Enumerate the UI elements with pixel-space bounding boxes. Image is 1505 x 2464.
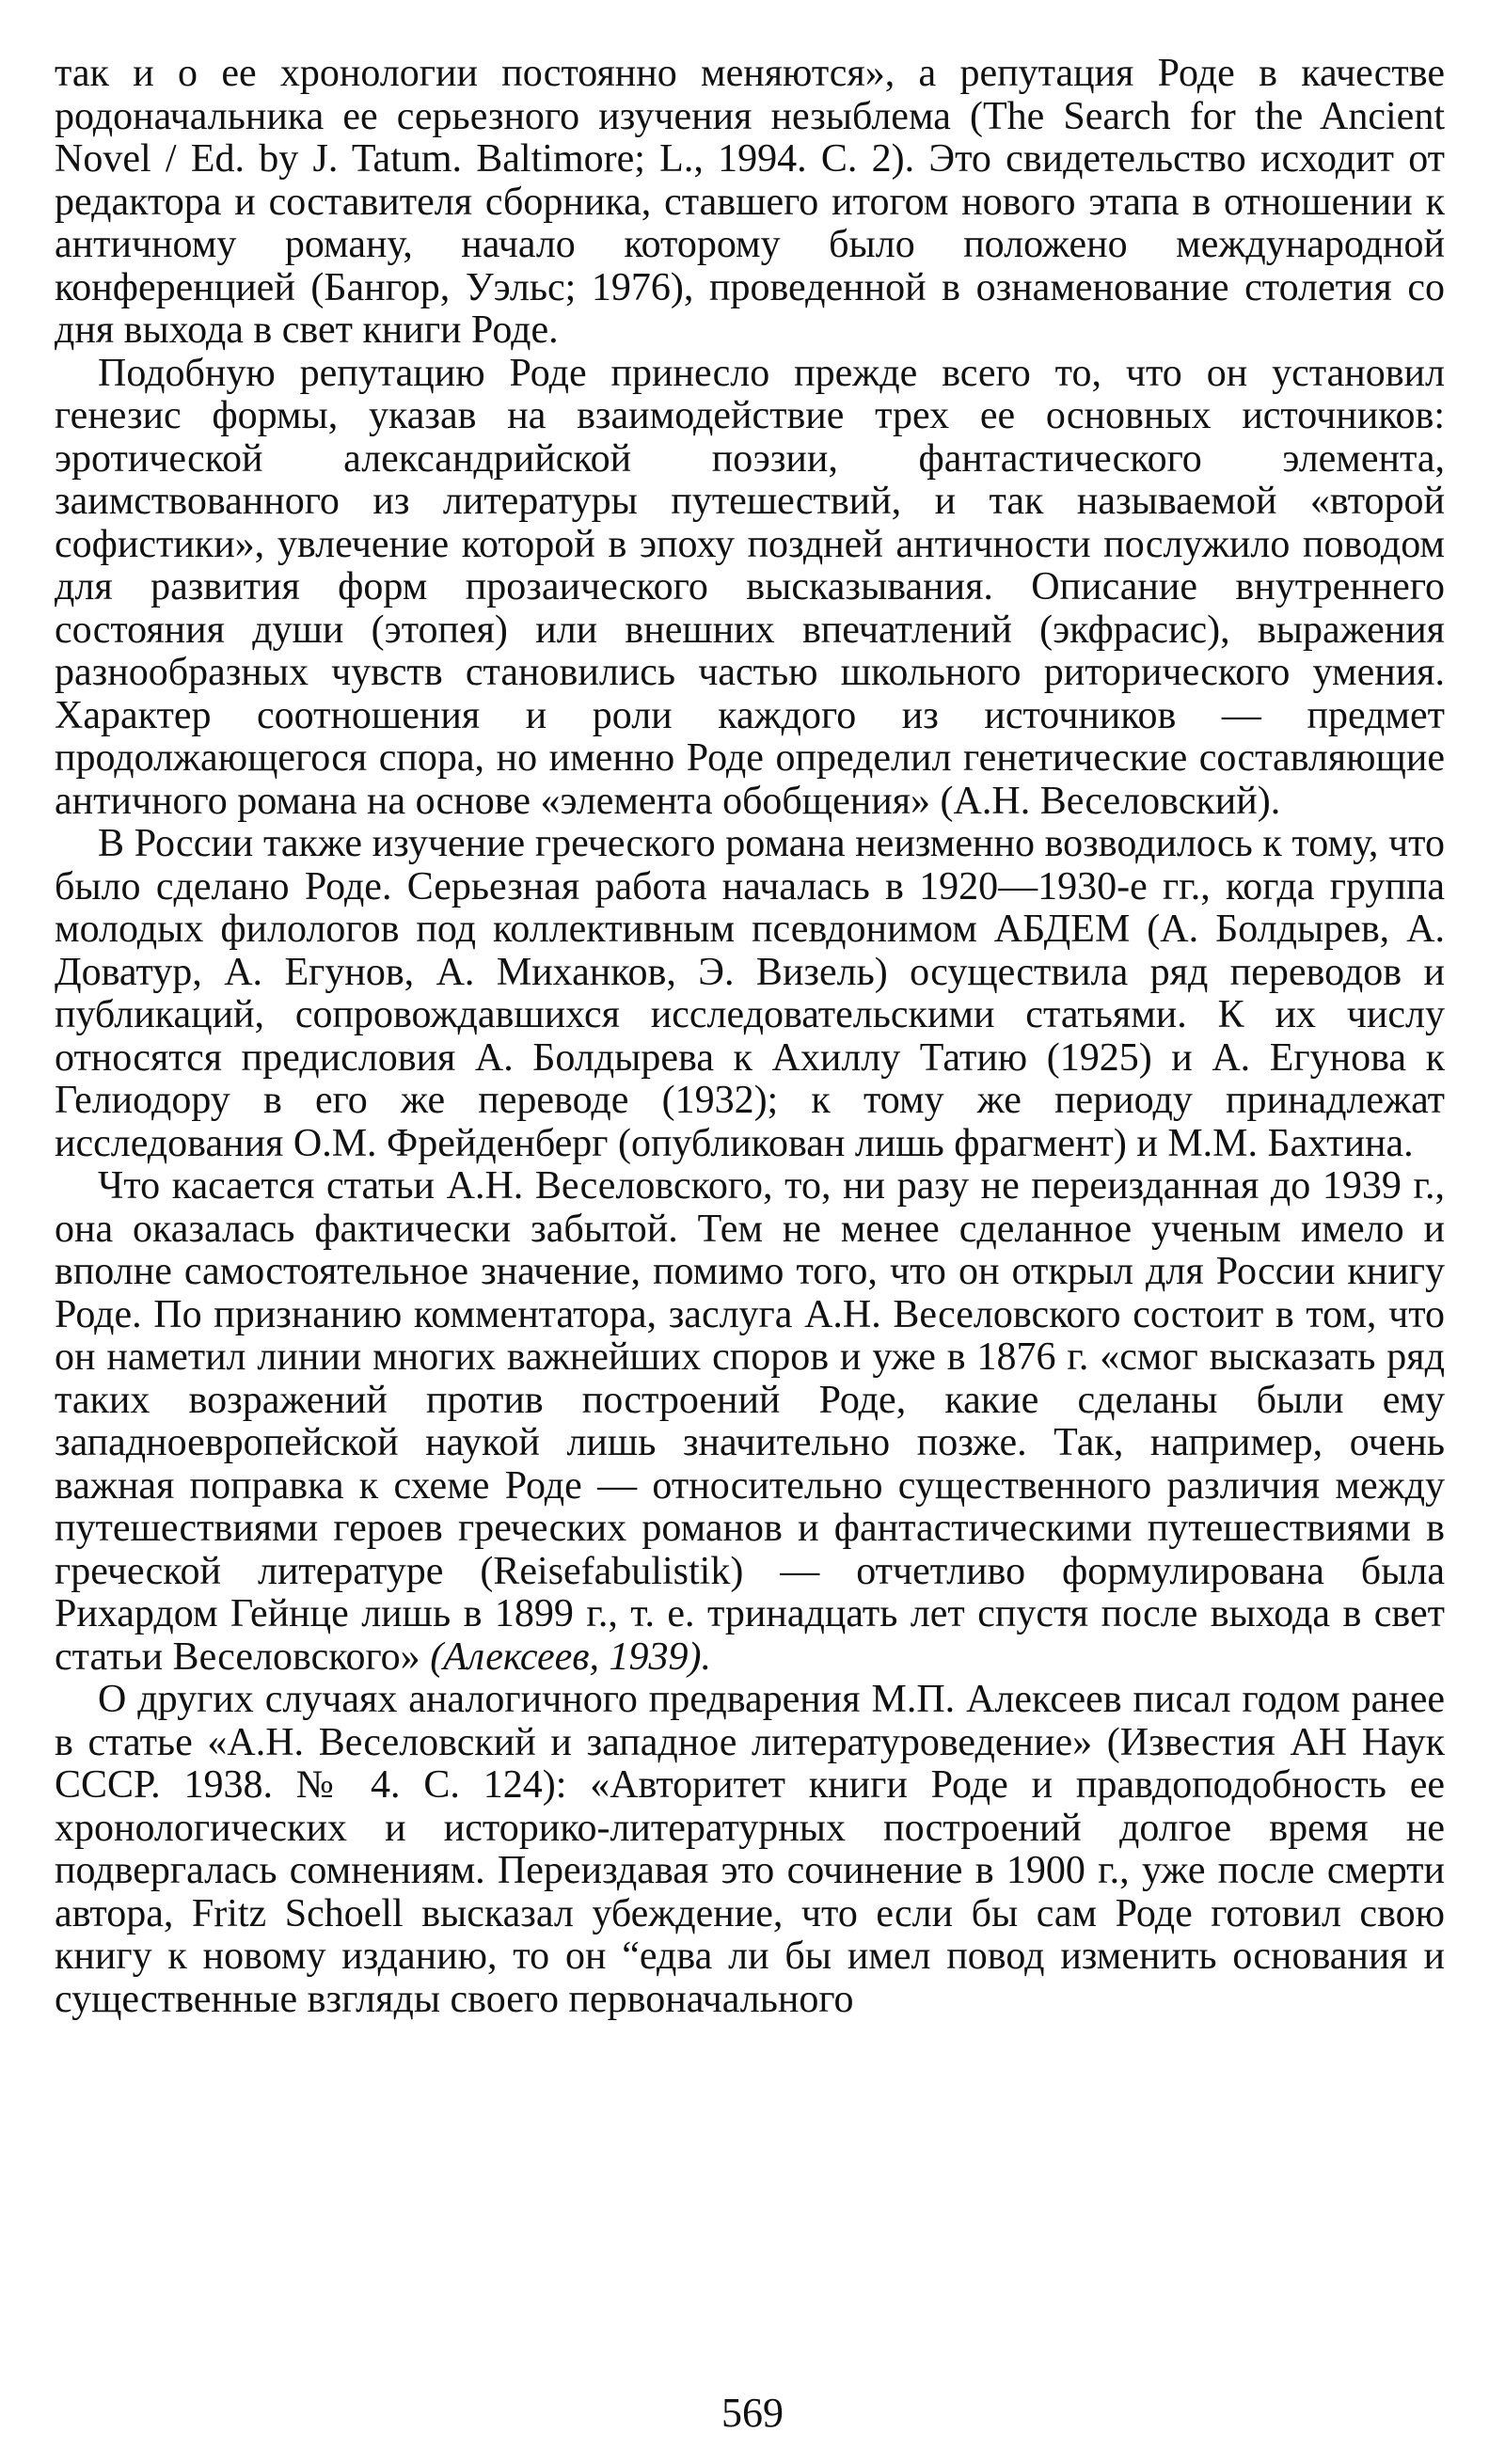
paragraph-3: В России также изучение греческого романа неизменно возводилось к тому, что было сделано Роде. Серьезная работа началась в 1920—1930-е гг., когда группа молодых филологов под коллективным псевдонимом АБДЕМ (А. Болдырев, А. Доватур, А. Егунов, А. Миханков, Э. Визель) осуществила ряд переводов и публикаций, сопровождавшихся исследовательскими статьями. К их числу относятся предисловия А. Болдырева к Ахиллу Татию (1925) и А. Егунова к Гелиодору в его же переводе (1932); к тому же периоду принадлежат исследования О.М. Фрейденберг (опубликован лишь фрагмент) и М.М. Бахтина. <box>55 822 1445 1165</box>
paragraph-4-text: Что касается статьи А.Н. Веселовского, то, ни разу не переизданная до 1939 г., она оказалась фактически забытой. Тем не менее сделанное ученым имело и вполне самостоятельное значение, помимо того, что он открыл для России книгу Роде. По признанию комментатора, заслуга А.Н. Веселовского состоит в том, что он наметил линии многих важнейших споров и уже в 1876 г. «смог высказать ряд таких возражений против построений Роде, какие сделаны были ему западноевропейской наукой лишь значительно позже. Так, например, очень важная поправка к схеме Роде — относительно существенного различия между путешествиями героев греческих романов и фантастическими путешествиями в греческой литературе (Reisefabulistik) — отчетливо формулирована была Рихардом Гейнце лишь в 1899 г., т. е. тринадцать лет спустя после выхода в свет статьи Веселовского» <box>55 1164 1445 1679</box>
citation-alekseev: (Алексеев, 1939). <box>430 1635 711 1679</box>
paragraph-4 <box>55 1165 1445 1679</box>
page-body <box>55 53 1445 2021</box>
paragraph-1: так и о ее хронологии постоянно меняются», а репутация Роде в качестве родоначальника ее серьезного изучения незыблема (The Search for the Ancient Novel / Ed. by J. Tatum. Baltimore; L., 1994. C. 2). Это свидетельство исходит от редактора и составителя сборника, ставшего итогом нового этапа в отношении к античному роману, начало которому было положено международной конференцией (Бангор, Уэльс; 1976), проведенной в ознаменование столетия со дня выхода в свет книги Роде. <box>55 52 1445 352</box>
page-number: 569 <box>721 2390 784 2436</box>
paragraph-2: Подобную репутацию Роде принесло прежде всего то, что он установил генезис формы, указав на взаимодействие трех ее основных источников: эротической александрийской поэзии, фантастического элемента, заимствованного из литературы путешествий, и так называемой «второй софистики», увлечение которой в эпоху поздней античности послужило поводом для развития форм прозаического высказывания. Описание внутреннего состояния души (этопея) или внешних впечатлений (экфрасис), выражения разнообразных чувств становились частью школьного риторического умения. Характер соотношения и роли каждого из источников — предмет продолжающегося спора, но именно Роде определил генетические составляющие античного романа на основе «элемента обобщения» (А.Н. Веселовский). <box>55 351 1445 823</box>
paragraph-5: О других случаях аналогичного предварения М.П. Алексеев писал годом ранее в статье «А.Н. Веселовский и западное литературоведение» (Известия АН Наук СССР. 1938. № 4. С. 124): «Авторитет книги Роде и правдоподобность ее хронологических и историко-литературных построений долгое время не подвергалась сомнениям. Переиздавая это сочинение в 1900 г., уже после смерти автора, Fritz Schoell высказал убеждение, что если бы сам Роде готовил свою книгу к новому изданию, то он “едва ли бы имел повод изменить основания и существенные взгляды своего первоначального <box>55 1678 1445 2021</box>
